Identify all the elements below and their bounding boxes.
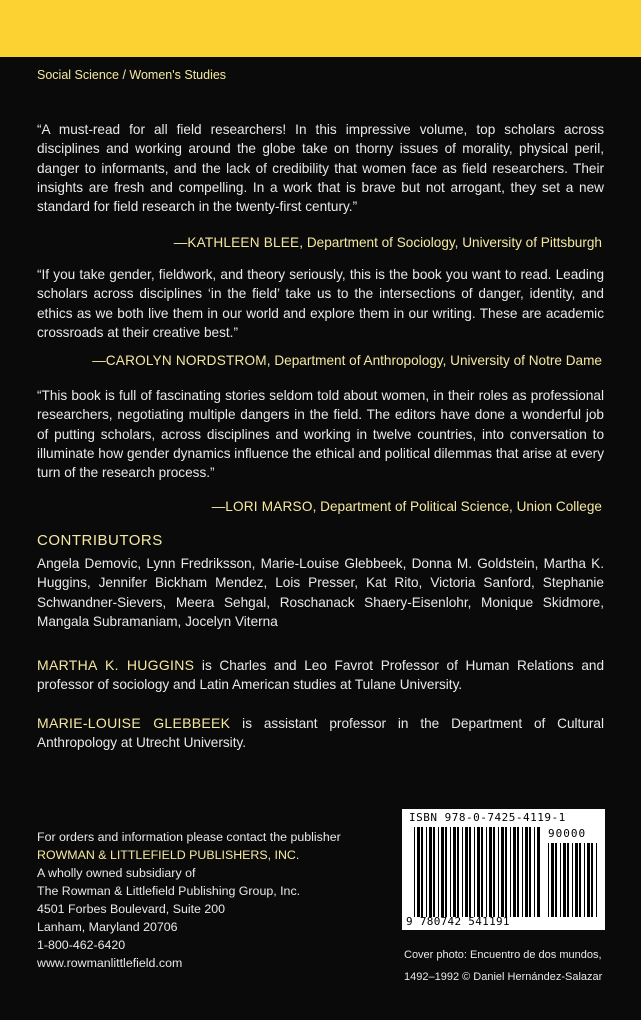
reviewer-affiliation: , Department of Sociology, University of Pittsburgh	[299, 235, 602, 250]
price-code: 90000	[548, 827, 587, 840]
barcode-bar	[457, 827, 459, 917]
top-color-band	[0, 0, 641, 57]
cover-credit-line: Cover photo: Encuentro de dos mundos,	[404, 949, 602, 961]
review-attribution	[174, 233, 602, 252]
barcode-bar	[429, 827, 432, 917]
isbn-barcode	[402, 809, 605, 930]
publisher-phone: 1-800-462-6420	[37, 938, 126, 952]
review-attribution	[212, 497, 602, 516]
barcode-bar	[453, 827, 456, 917]
barcode-bar	[591, 843, 593, 917]
barcode-bar	[486, 827, 487, 917]
barcode-bar	[493, 827, 495, 917]
publisher-subsidiary-line: A wholly owned subsidiary of	[37, 866, 196, 880]
barcode-bar	[525, 827, 528, 917]
reviewer-name: KATHLEEN BLEE	[187, 235, 300, 250]
barcode-bar	[563, 843, 566, 917]
price-barcode-bars-icon	[548, 843, 600, 917]
barcode-bar	[433, 827, 435, 917]
review-quote: “This book is full of fascinating stories seldom told about women, in their roles as professional researchers, negotiating multiple dangers in the field. The editors have done a wonderful job of putting scholars, across disciplines and working in twelve countries, into conversation to illuminate how gender dynamics influence the ethical and political dilemmas that arise at every turn of the research process.”	[37, 388, 604, 481]
barcode-bar	[465, 827, 468, 917]
barcode-bar	[560, 843, 561, 917]
attribution-dash: —	[92, 353, 106, 368]
barcode-bar	[474, 827, 475, 917]
barcode-bar	[498, 827, 499, 917]
barcode-bar	[551, 843, 554, 917]
contributors-list: Angela Demovic, Lynn Fredriksson, Marie-Louise Glebbeek, Donna M. Goldstein, Martha K. Huggins, Jennifer Bickham Mendez, Lois Presser, Kat Rito, Victoria Sanford, Stephanie Schwandner-Sievers, Meera Sehgal, Roschanack Shaery-Eisenlohr, Monique Skidmore, Mangala Subramaniam, Jocelyn Viterna	[37, 556, 604, 629]
barcode-bar	[489, 827, 492, 917]
category-label: Social Science / Women's Studies	[37, 68, 227, 82]
attribution-dash: —	[173, 235, 188, 250]
barcode-bar	[537, 827, 540, 917]
barcode-bar	[414, 827, 415, 917]
barcode-bar	[584, 843, 585, 917]
barcode-bar	[505, 827, 507, 917]
barcode-bar	[522, 827, 523, 917]
review-attribution	[92, 351, 602, 370]
cover-credit-line: 1492–1992 © Daniel Hernández-Salazar	[404, 971, 603, 983]
barcode-bar	[445, 827, 447, 917]
barcode-bar	[579, 843, 581, 917]
isbn-label: ISBN 978-0-7425-4119-1	[409, 811, 566, 824]
barcode-bar	[534, 827, 535, 917]
editor-name: MARIE-LOUISE GLEBBEEK	[37, 715, 231, 731]
contributors-heading: CONTRIBUTORS	[37, 532, 163, 549]
barcode-bar	[438, 827, 439, 917]
editor-bio-text: is Charles and Leo Favrot Professor of Human Relations and professor of sociology and Latin American studies at Tulane University.	[37, 658, 604, 693]
barcode-bar	[469, 827, 471, 917]
publisher-contact-line: For orders and information please contact the publisher	[37, 830, 341, 844]
reviewer-name: LORI MARSO	[225, 499, 313, 514]
reviewer-name: CAROLYN NORDSTROM	[105, 353, 267, 368]
review-quote: “If you take gender, fieldwork, and theory seriously, this is the book you want to read. Leading scholars across disciplines ‘in the field’ take us to the intersections of danger, identity, and ethics as we both live them in our world and explore them in our writing. These are academic crossroads at their creative best.”	[37, 267, 604, 340]
barcode-bar	[510, 827, 511, 917]
barcode-bar	[417, 827, 420, 917]
barcode-bar	[477, 827, 480, 917]
reviewer-affiliation: , Department of Political Science, Union College	[312, 499, 602, 514]
editor-bio-text: is assistant professor in the Department of Cultural Anthropology at Utrecht University.	[37, 716, 604, 751]
barcode-bars-icon	[414, 827, 540, 917]
publisher-name: ROWMAN & LITTLEFIELD PUBLISHERS, INC.	[37, 848, 300, 862]
barcode-bar	[481, 827, 483, 917]
reviewer-affiliation: , Department of Anthropology, University of Notre Dame	[266, 353, 602, 368]
barcode-bar	[450, 827, 451, 917]
barcode-bar	[572, 843, 573, 917]
barcode-bar	[501, 827, 504, 917]
editor-name: MARTHA K. HUGGINS	[37, 657, 195, 673]
attribution-dash: —	[211, 499, 226, 514]
publisher-address: 4501 Forbes Boulevard, Suite 200	[37, 902, 226, 916]
barcode-bar	[587, 843, 590, 917]
publisher-city: Lanham, Maryland 20706	[37, 920, 178, 934]
barcode-bar	[555, 843, 557, 917]
publisher-group: The Rowman & Littlefield Publishing Group, Inc.	[37, 884, 301, 898]
publisher-website: www.rowmanlittlefield.com	[37, 956, 183, 970]
barcode-bar	[426, 827, 427, 917]
barcode-bar	[567, 843, 569, 917]
review-quote: “A must-read for all field researchers! In this impressive volume, top scholars across disciplines and working around the globe take on thorny issues of morality, physical peril, danger to informants, and the lack of credibility that women face as field researchers. Their insights are fresh and compelling. In a work that is brave but not arrogant, they set a new standard for field research in the twenty-first century.”	[37, 122, 604, 215]
barcode-bar	[529, 827, 531, 917]
editor-bio	[37, 656, 604, 695]
publisher-info	[37, 828, 341, 972]
barcode-bar	[513, 827, 516, 917]
ean-digits: 9 780742 541191	[406, 915, 510, 928]
barcode-bar	[596, 843, 597, 917]
barcode-bar	[441, 827, 444, 917]
barcode-bar	[548, 843, 549, 917]
barcode-bar	[575, 843, 578, 917]
editor-bio	[37, 714, 604, 753]
cover-photo-credit	[404, 944, 602, 988]
barcode-bar	[462, 827, 463, 917]
barcode-bar	[517, 827, 519, 917]
barcode-bar	[421, 827, 423, 917]
